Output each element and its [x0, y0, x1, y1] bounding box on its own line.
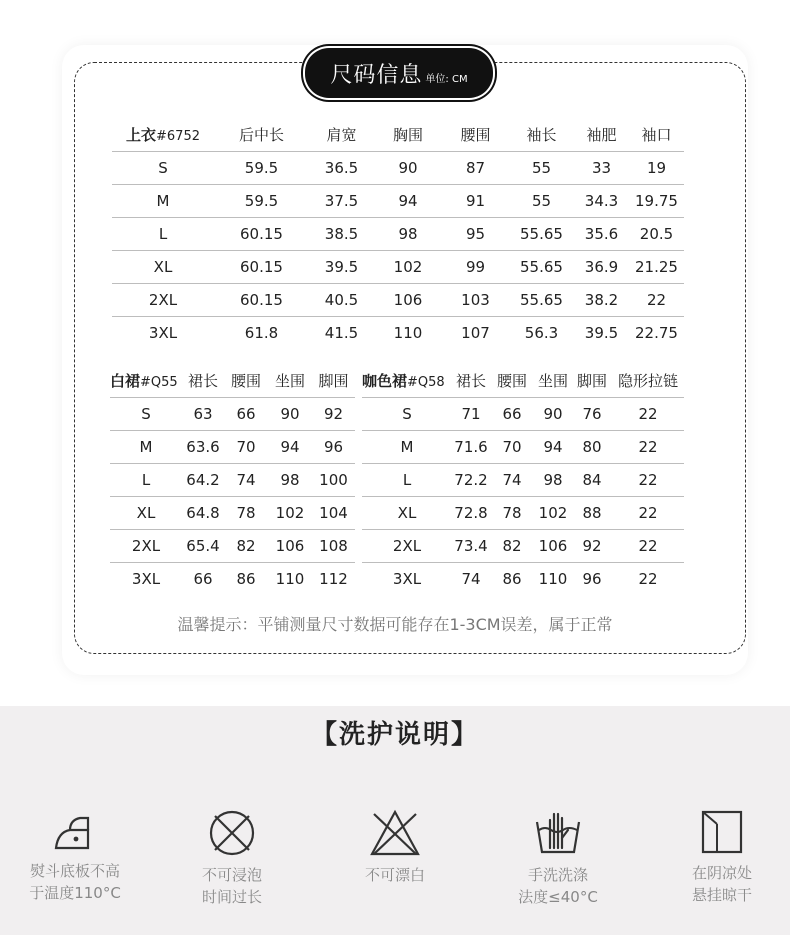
measure-cell: 55.65: [509, 217, 574, 250]
measure-cell: 41.5: [324, 323, 359, 342]
care-item: [162, 808, 302, 908]
care-item: [488, 808, 628, 908]
measure-cell: 90: [268, 397, 312, 430]
do-not-bleach-icon: [368, 808, 422, 858]
size-info-title: 尺码信息: [330, 62, 423, 88]
measure-cell: 99: [442, 250, 509, 283]
measure-cell: 104: [312, 496, 355, 529]
measure-cell: 36.9: [574, 250, 629, 283]
size-cell: 3XL: [131, 569, 161, 588]
do-not-soak-icon: [207, 808, 257, 858]
measure-cell: 94: [534, 430, 572, 463]
measure-cell: 19: [629, 151, 684, 184]
measure-cell: 80: [572, 430, 612, 463]
care-label: 在阴凉处 悬挂晾干: [691, 864, 752, 904]
care-label: 不可浸泡 时间过长: [201, 866, 262, 906]
measure-cell: 40.5: [309, 283, 374, 316]
table-header-cell: 腰围: [224, 364, 268, 397]
table-header-row: [112, 118, 684, 151]
table-row: [112, 151, 684, 184]
table-header-cell: 坐围: [534, 364, 572, 397]
measure-cell: 61.8: [244, 323, 279, 342]
measure-cell: 91: [442, 184, 509, 217]
measure-cell: 22: [612, 463, 684, 496]
measure-cell: 63.6: [182, 430, 224, 463]
measure-cell: 102: [374, 250, 442, 283]
table-row: [112, 283, 684, 316]
table-header-cell: 肩宽: [309, 118, 374, 151]
measure-cell: 60.15: [214, 250, 309, 283]
measurement-tip: 温馨提示：平铺测量尺寸数据可能存在1-3CM误差，属于正常: [177, 615, 613, 634]
measure-cell: 55.65: [509, 250, 574, 283]
iron-low-temp-icon: [52, 808, 98, 854]
table-row: [112, 250, 684, 283]
measure-cell: 22: [612, 397, 684, 430]
measure-cell: 102: [534, 496, 572, 529]
table-row: [362, 463, 684, 496]
size-cell: S: [110, 397, 182, 430]
measure-cell: 92: [312, 397, 355, 430]
size-cell: 3XL: [392, 569, 422, 588]
care-label: 手洗洗涤 法度≤40°C: [518, 866, 598, 906]
table-row: [362, 529, 684, 562]
table-header-cell: 咖色裙#Q58: [362, 364, 452, 397]
table-header-cell: 裙长: [452, 364, 490, 397]
size-cell: 2XL: [112, 283, 214, 316]
measure-cell: 78: [490, 496, 534, 529]
measure-cell: 110: [275, 569, 305, 588]
measure-cell: 22.75: [635, 323, 678, 342]
size-cell: S: [112, 151, 214, 184]
measure-cell: 73.4: [452, 529, 490, 562]
measure-cell: 66: [490, 397, 534, 430]
table-header-row: [362, 364, 684, 397]
measure-cell: 107: [461, 323, 490, 342]
table-header-cell: 腰围: [442, 118, 509, 151]
table-row: [110, 496, 355, 529]
measure-cell: 90: [534, 397, 572, 430]
measure-cell: 94: [374, 184, 442, 217]
white-skirt-size-table: [110, 364, 355, 595]
table-header-cell: 脚围: [312, 364, 355, 397]
size-info-unit: 单位: CM: [425, 73, 468, 85]
table-row: [110, 463, 355, 496]
measure-cell: 88: [572, 496, 612, 529]
measure-cell: 78: [224, 496, 268, 529]
measure-cell: 74: [461, 569, 481, 588]
measure-cell: 71.6: [452, 430, 490, 463]
size-cell: XL: [362, 496, 452, 529]
measure-cell: 103: [442, 283, 509, 316]
measure-cell: 98: [268, 463, 312, 496]
measure-cell: 90: [374, 151, 442, 184]
measure-cell: 22: [629, 283, 684, 316]
measure-cell: 66: [193, 569, 213, 588]
table-row: [112, 217, 684, 250]
measure-cell: 106: [268, 529, 312, 562]
measure-cell: 55: [509, 184, 574, 217]
size-cell: XL: [112, 250, 214, 283]
measure-cell: 94: [268, 430, 312, 463]
measure-cell: 110: [393, 323, 423, 342]
table-row: [362, 397, 684, 430]
size-cell: XL: [110, 496, 182, 529]
measure-cell: 96: [312, 430, 355, 463]
measure-cell: 84: [572, 463, 612, 496]
size-cell: 2XL: [110, 529, 182, 562]
measure-cell: 86: [236, 569, 256, 588]
care-title: 【洗护说明】: [310, 720, 479, 750]
measure-cell: 63: [182, 397, 224, 430]
measure-cell: 110: [538, 569, 568, 588]
care-label: 熨斗底板不高 于温度110°C: [29, 862, 121, 902]
measure-cell: 65.4: [182, 529, 224, 562]
size-cell: M: [112, 184, 214, 217]
table-header-cell: 袖口: [629, 118, 684, 151]
measure-cell: 87: [442, 151, 509, 184]
measure-cell: 74: [224, 463, 268, 496]
hand-wash-icon: [533, 808, 583, 858]
measure-cell: 92: [572, 529, 612, 562]
size-info-badge: [305, 48, 493, 98]
measure-cell: 34.3: [574, 184, 629, 217]
table-header-cell: 隐形拉链: [612, 364, 684, 397]
measure-cell: 112: [319, 569, 348, 588]
table-row: [112, 184, 684, 217]
measure-cell: 98: [534, 463, 572, 496]
measure-cell: 106: [534, 529, 572, 562]
table-header-cell: 上衣#6752: [112, 118, 214, 151]
measure-cell: 82: [224, 529, 268, 562]
table-row: [362, 496, 684, 529]
table-header-cell: 袖长: [509, 118, 574, 151]
measure-cell: 71: [452, 397, 490, 430]
measure-cell: 59.5: [214, 184, 309, 217]
measure-cell: 55: [509, 151, 574, 184]
table-header-cell: 裙长: [182, 364, 224, 397]
table-row: [362, 430, 684, 463]
measure-cell: 36.5: [309, 151, 374, 184]
measure-cell: 72.8: [452, 496, 490, 529]
size-cell: L: [362, 463, 452, 496]
size-cell: L: [112, 217, 214, 250]
table-header-cell: 袖肥: [574, 118, 629, 151]
measure-cell: 100: [312, 463, 355, 496]
measure-cell: 70: [224, 430, 268, 463]
measure-cell: 35.6: [574, 217, 629, 250]
care-item: [325, 808, 465, 886]
measure-cell: 98: [374, 217, 442, 250]
measure-cell: 56.3: [524, 323, 559, 342]
coffee-skirt-size-table: [362, 364, 684, 595]
size-cell: M: [362, 430, 452, 463]
measure-cell: 72.2: [452, 463, 490, 496]
top-size-table: [112, 118, 684, 349]
measure-cell: 39.5: [584, 323, 619, 342]
measure-cell: 106: [374, 283, 442, 316]
size-cell: L: [110, 463, 182, 496]
measure-cell: 102: [268, 496, 312, 529]
table-header-cell: 坐围: [268, 364, 312, 397]
table-header-cell: 白裙#Q55: [110, 364, 182, 397]
table-header-cell: 后中长: [214, 118, 309, 151]
measure-cell: 86: [502, 569, 522, 588]
measure-cell: 60.15: [214, 217, 309, 250]
care-item: [5, 808, 145, 904]
measure-cell: 76: [572, 397, 612, 430]
size-cell: 3XL: [148, 323, 178, 342]
size-cell: M: [110, 430, 182, 463]
measure-cell: 82: [490, 529, 534, 562]
table-row: [362, 562, 684, 595]
measure-cell: 108: [312, 529, 355, 562]
table-row: [110, 562, 355, 595]
measure-cell: 55.65: [509, 283, 574, 316]
measure-cell: 66: [224, 397, 268, 430]
measure-cell: 95: [442, 217, 509, 250]
measure-cell: 22: [612, 529, 684, 562]
measure-cell: 59.5: [214, 151, 309, 184]
table-row: [110, 397, 355, 430]
measure-cell: 64.8: [182, 496, 224, 529]
care-label: 不可漂白: [364, 866, 425, 884]
size-cell: S: [362, 397, 452, 430]
care-item: [652, 808, 790, 906]
dry-in-shade-icon: [699, 808, 745, 856]
table-header-cell: 胸围: [374, 118, 442, 151]
measure-cell: 39.5: [309, 250, 374, 283]
table-row: [112, 316, 684, 349]
measure-cell: 60.15: [214, 283, 309, 316]
measure-cell: 20.5: [629, 217, 684, 250]
measure-cell: 19.75: [629, 184, 684, 217]
measure-cell: 22: [638, 569, 658, 588]
table-header-cell: 腰围: [490, 364, 534, 397]
measure-cell: 37.5: [309, 184, 374, 217]
measure-cell: 38.5: [309, 217, 374, 250]
table-row: [110, 430, 355, 463]
measure-cell: 33: [574, 151, 629, 184]
measure-cell: 64.2: [182, 463, 224, 496]
table-row: [110, 529, 355, 562]
measure-cell: 74: [490, 463, 534, 496]
measure-cell: 96: [582, 569, 602, 588]
table-header-row: [110, 364, 355, 397]
table-header-cell: 脚围: [572, 364, 612, 397]
measure-cell: 22: [612, 496, 684, 529]
measure-cell: 22: [612, 430, 684, 463]
measure-cell: 38.2: [574, 283, 629, 316]
measure-cell: 70: [490, 430, 534, 463]
size-cell: 2XL: [362, 529, 452, 562]
measure-cell: 21.25: [629, 250, 684, 283]
